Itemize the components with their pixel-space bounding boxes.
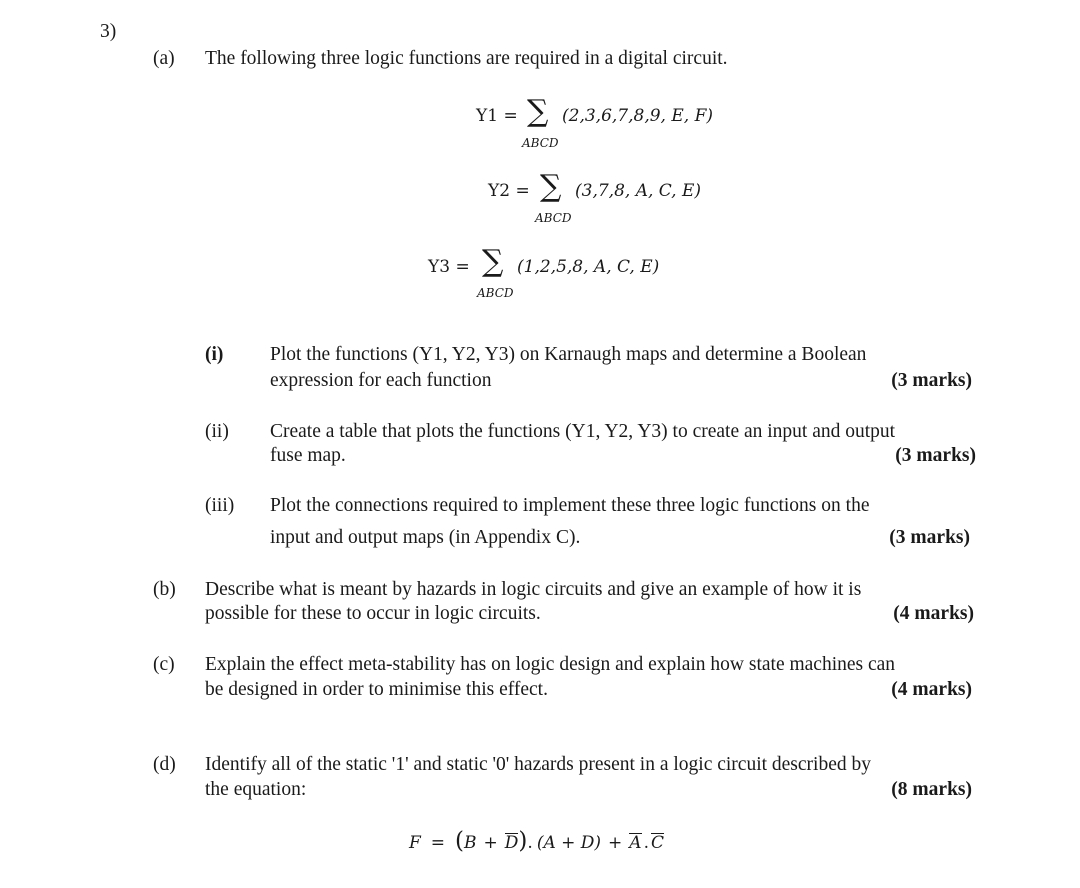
eq-equals: = (430, 833, 446, 853)
eq-plus-2: + (608, 833, 623, 853)
part-b-line1: Describe what is meant by hazards in logic circuits and give an example of how it is (205, 579, 862, 600)
y2-terms: (3,7,8, A, C, E) (575, 181, 702, 201)
y2-subscript: ABCD (535, 211, 572, 225)
y1-subscript: ABCD (522, 136, 559, 150)
y1-sigma: ∑ (527, 94, 549, 129)
eq-d-bar: D (504, 833, 519, 853)
y2-sigma: ∑ (540, 169, 562, 204)
eq-open-paren: ( (455, 828, 465, 854)
subpart-iii-line1: Plot the connections required to implement these three logic functions on the (270, 495, 870, 516)
subpart-iii-line2: input and output maps (in Appendix C). (270, 527, 581, 548)
eq-dot-1: . (527, 833, 533, 853)
part-c-marks: (4 marks) (891, 679, 972, 700)
hazard-equation (409, 828, 664, 854)
eq-close-paren: ) (518, 828, 528, 854)
part-c-label: (c) (153, 654, 175, 675)
eq-a-bar: A (629, 833, 642, 853)
y3-name: Y3 = (428, 257, 470, 277)
subpart-ii-line2: fuse map. (270, 445, 346, 466)
subpart-i-line2: expression for each function (270, 370, 492, 391)
part-d-label: (d) (153, 754, 176, 775)
subpart-i-label: (i) (205, 344, 224, 365)
part-a-intro: The following three logic functions are required in a digital circuit. (205, 48, 728, 69)
part-d-line2: the equation: (205, 779, 307, 800)
eq-c-bar: C (650, 833, 664, 853)
subpart-ii-label: (ii) (205, 421, 229, 442)
eq-a-plus-d: (A + D) (536, 833, 602, 853)
subpart-iii-label: (iii) (205, 495, 235, 516)
y1-name: Y1 = (476, 106, 518, 126)
subpart-ii-line1: Create a table that plots the functions (Y1, Y2, Y3) to create an input and output (270, 421, 896, 442)
part-c-line2: be designed in order to minimise this effect. (205, 679, 548, 700)
eq-b: B (464, 833, 477, 853)
question-number: 3) (100, 21, 117, 42)
y3-subscript: ABCD (477, 286, 514, 300)
part-d-line1: Identify all of the static '1' and static '0' hazards present in a logic circuit described by (205, 754, 871, 775)
y3-terms: (1,2,5,8, A, C, E) (517, 257, 660, 277)
subpart-i-marks: (3 marks) (891, 370, 972, 391)
part-b-label: (b) (153, 579, 176, 600)
eq-dot-2: . (643, 833, 649, 853)
part-d-marks: (8 marks) (891, 779, 972, 800)
subpart-i-line1: Plot the functions (Y1, Y2, Y3) on Karnaugh maps and determine a Boolean (270, 344, 867, 365)
y3-sigma: ∑ (482, 244, 504, 279)
subpart-iii-marks: (3 marks) (889, 527, 970, 548)
eq-lhs: F (409, 833, 421, 853)
eq-plus-1: + (483, 833, 498, 853)
subpart-ii-marks: (3 marks) (895, 445, 976, 466)
y1-terms: (2,3,6,7,8,9, E, F) (562, 106, 713, 126)
part-b-marks: (4 marks) (893, 603, 974, 624)
part-a-label: (a) (153, 48, 175, 69)
y2-name: Y2 = (488, 181, 530, 201)
part-c-line1: Explain the effect meta-stability has on logic design and explain how state machines can (205, 654, 896, 675)
part-b-line2: possible for these to occur in logic circuits. (205, 603, 541, 624)
